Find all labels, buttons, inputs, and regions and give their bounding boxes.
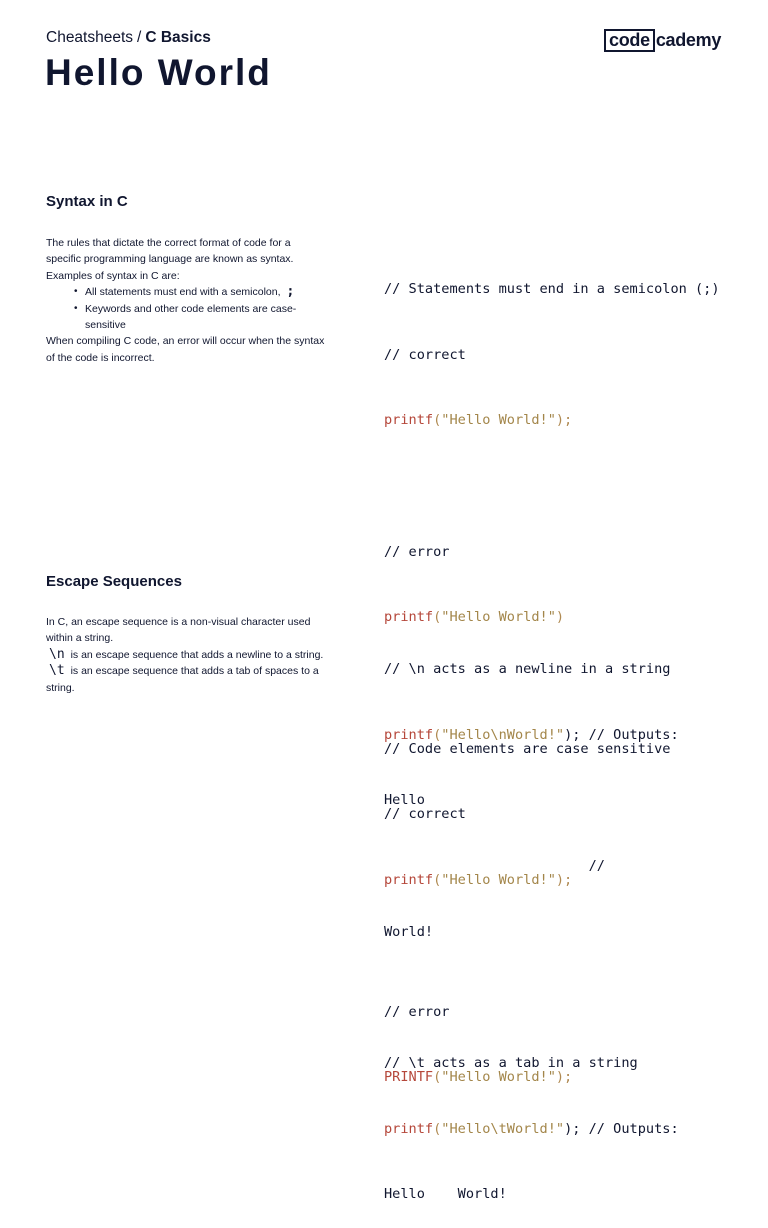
code-punct: ); xyxy=(555,412,573,429)
breadcrumb-root-link[interactable]: Cheatsheets xyxy=(46,29,134,46)
code-line-blank xyxy=(384,987,754,1009)
code-output: World! xyxy=(384,923,434,940)
code-comment: // error xyxy=(384,1003,450,1020)
page-title: Hello World xyxy=(45,52,272,93)
code-paren: ( xyxy=(433,1069,442,1086)
code-line xyxy=(384,725,754,747)
code-punct: ); // Outputs: xyxy=(564,1120,679,1137)
code-line xyxy=(384,345,754,367)
code-punct: ); xyxy=(555,872,573,889)
code-function: PRINTF xyxy=(384,1069,434,1086)
syntax-outro: When compiling C code, an error will occur when the syntax of the code is incorrect. xyxy=(46,335,325,364)
code-output: Hello World! xyxy=(384,1186,507,1203)
code-punct: ); xyxy=(555,1069,573,1086)
code-comment: // \n acts as a newline in a string xyxy=(384,660,671,677)
section-title-escape-sequences: Escape Sequences xyxy=(46,573,182,590)
code-line xyxy=(384,1184,754,1206)
code-comment: // xyxy=(384,857,605,874)
code-line xyxy=(384,856,754,878)
escape-code-block xyxy=(384,615,754,1228)
code-paren: ( xyxy=(433,726,442,743)
code-punct: ) xyxy=(555,609,565,626)
code-function: printf xyxy=(384,609,434,626)
code-function: printf xyxy=(384,726,434,743)
code-comment: // Statements must end in a semicolon (;) xyxy=(384,280,720,297)
code-function: printf xyxy=(384,872,434,889)
code-comment: // Code elements are case sensitive xyxy=(384,740,671,757)
code-line xyxy=(384,410,754,432)
tab-desc-text: is an escape sequence that adds a tab of spaces to a string. xyxy=(46,665,319,694)
breadcrumb xyxy=(46,29,211,47)
list-item xyxy=(85,301,326,334)
syntax-description xyxy=(46,235,326,366)
code-comment: // correct xyxy=(384,346,466,363)
code-string: "Hello\nWorld!" xyxy=(441,726,565,743)
newline-inline-code: \n xyxy=(49,646,65,662)
code-output: Hello xyxy=(384,792,425,809)
code-comment: // \t acts as a tab in a string xyxy=(384,1055,638,1072)
code-function: printf xyxy=(384,412,434,429)
code-string: "Hello World!" xyxy=(441,412,556,429)
section-title-syntax: Syntax in C xyxy=(46,193,128,210)
code-string: "Hello World!" xyxy=(441,1069,556,1086)
escape-description xyxy=(46,614,326,696)
logo-boxed-text: code xyxy=(604,29,655,52)
syntax-intro: The rules that dictate the correct format of code for a specific programming language are known as syntax. Examples of syntax in C are: xyxy=(46,237,294,282)
code-comment: // correct xyxy=(384,806,466,823)
code-line xyxy=(384,1119,754,1141)
code-paren: ( xyxy=(433,609,442,626)
escape-newline-desc xyxy=(46,647,326,696)
breadcrumb-separator: / xyxy=(137,29,142,46)
semicolon-inline-code: ; xyxy=(286,284,295,300)
code-comment: // error xyxy=(384,543,450,560)
code-paren: ( xyxy=(433,1120,442,1137)
code-line xyxy=(384,790,754,812)
code-line xyxy=(384,922,754,944)
code-line xyxy=(384,279,754,301)
list-item xyxy=(85,284,326,300)
syntax-rules-list xyxy=(46,284,326,333)
code-function: printf xyxy=(384,1120,434,1137)
syntax-rule-2-text: Keywords and other code elements are case-sensitive xyxy=(85,302,297,332)
newline-desc-text: is an escape sequence that adds a newline to a string. xyxy=(70,648,324,661)
escape-intro: In C, an escape sequence is a non-visual character used within a string. xyxy=(46,616,311,645)
codecademy-logo[interactable] xyxy=(604,29,721,52)
code-punct: ); // Outputs: xyxy=(564,726,679,743)
code-string: "Hello World!" xyxy=(441,872,556,889)
code-paren: ( xyxy=(433,872,442,889)
tab-inline-code: \t xyxy=(49,663,65,679)
code-line xyxy=(384,1053,754,1075)
breadcrumb-current-link[interactable]: C Basics xyxy=(145,29,211,46)
code-string: "Hello World!" xyxy=(441,609,556,626)
code-paren: ( xyxy=(433,412,442,429)
code-line xyxy=(384,542,754,564)
syntax-rule-1-text: All statements must end with a semicolon, xyxy=(85,286,281,299)
code-line xyxy=(384,659,754,681)
logo-rest-text: cademy xyxy=(655,30,722,50)
code-line-blank xyxy=(384,476,754,498)
code-string: "Hello\tWorld!" xyxy=(441,1120,565,1137)
